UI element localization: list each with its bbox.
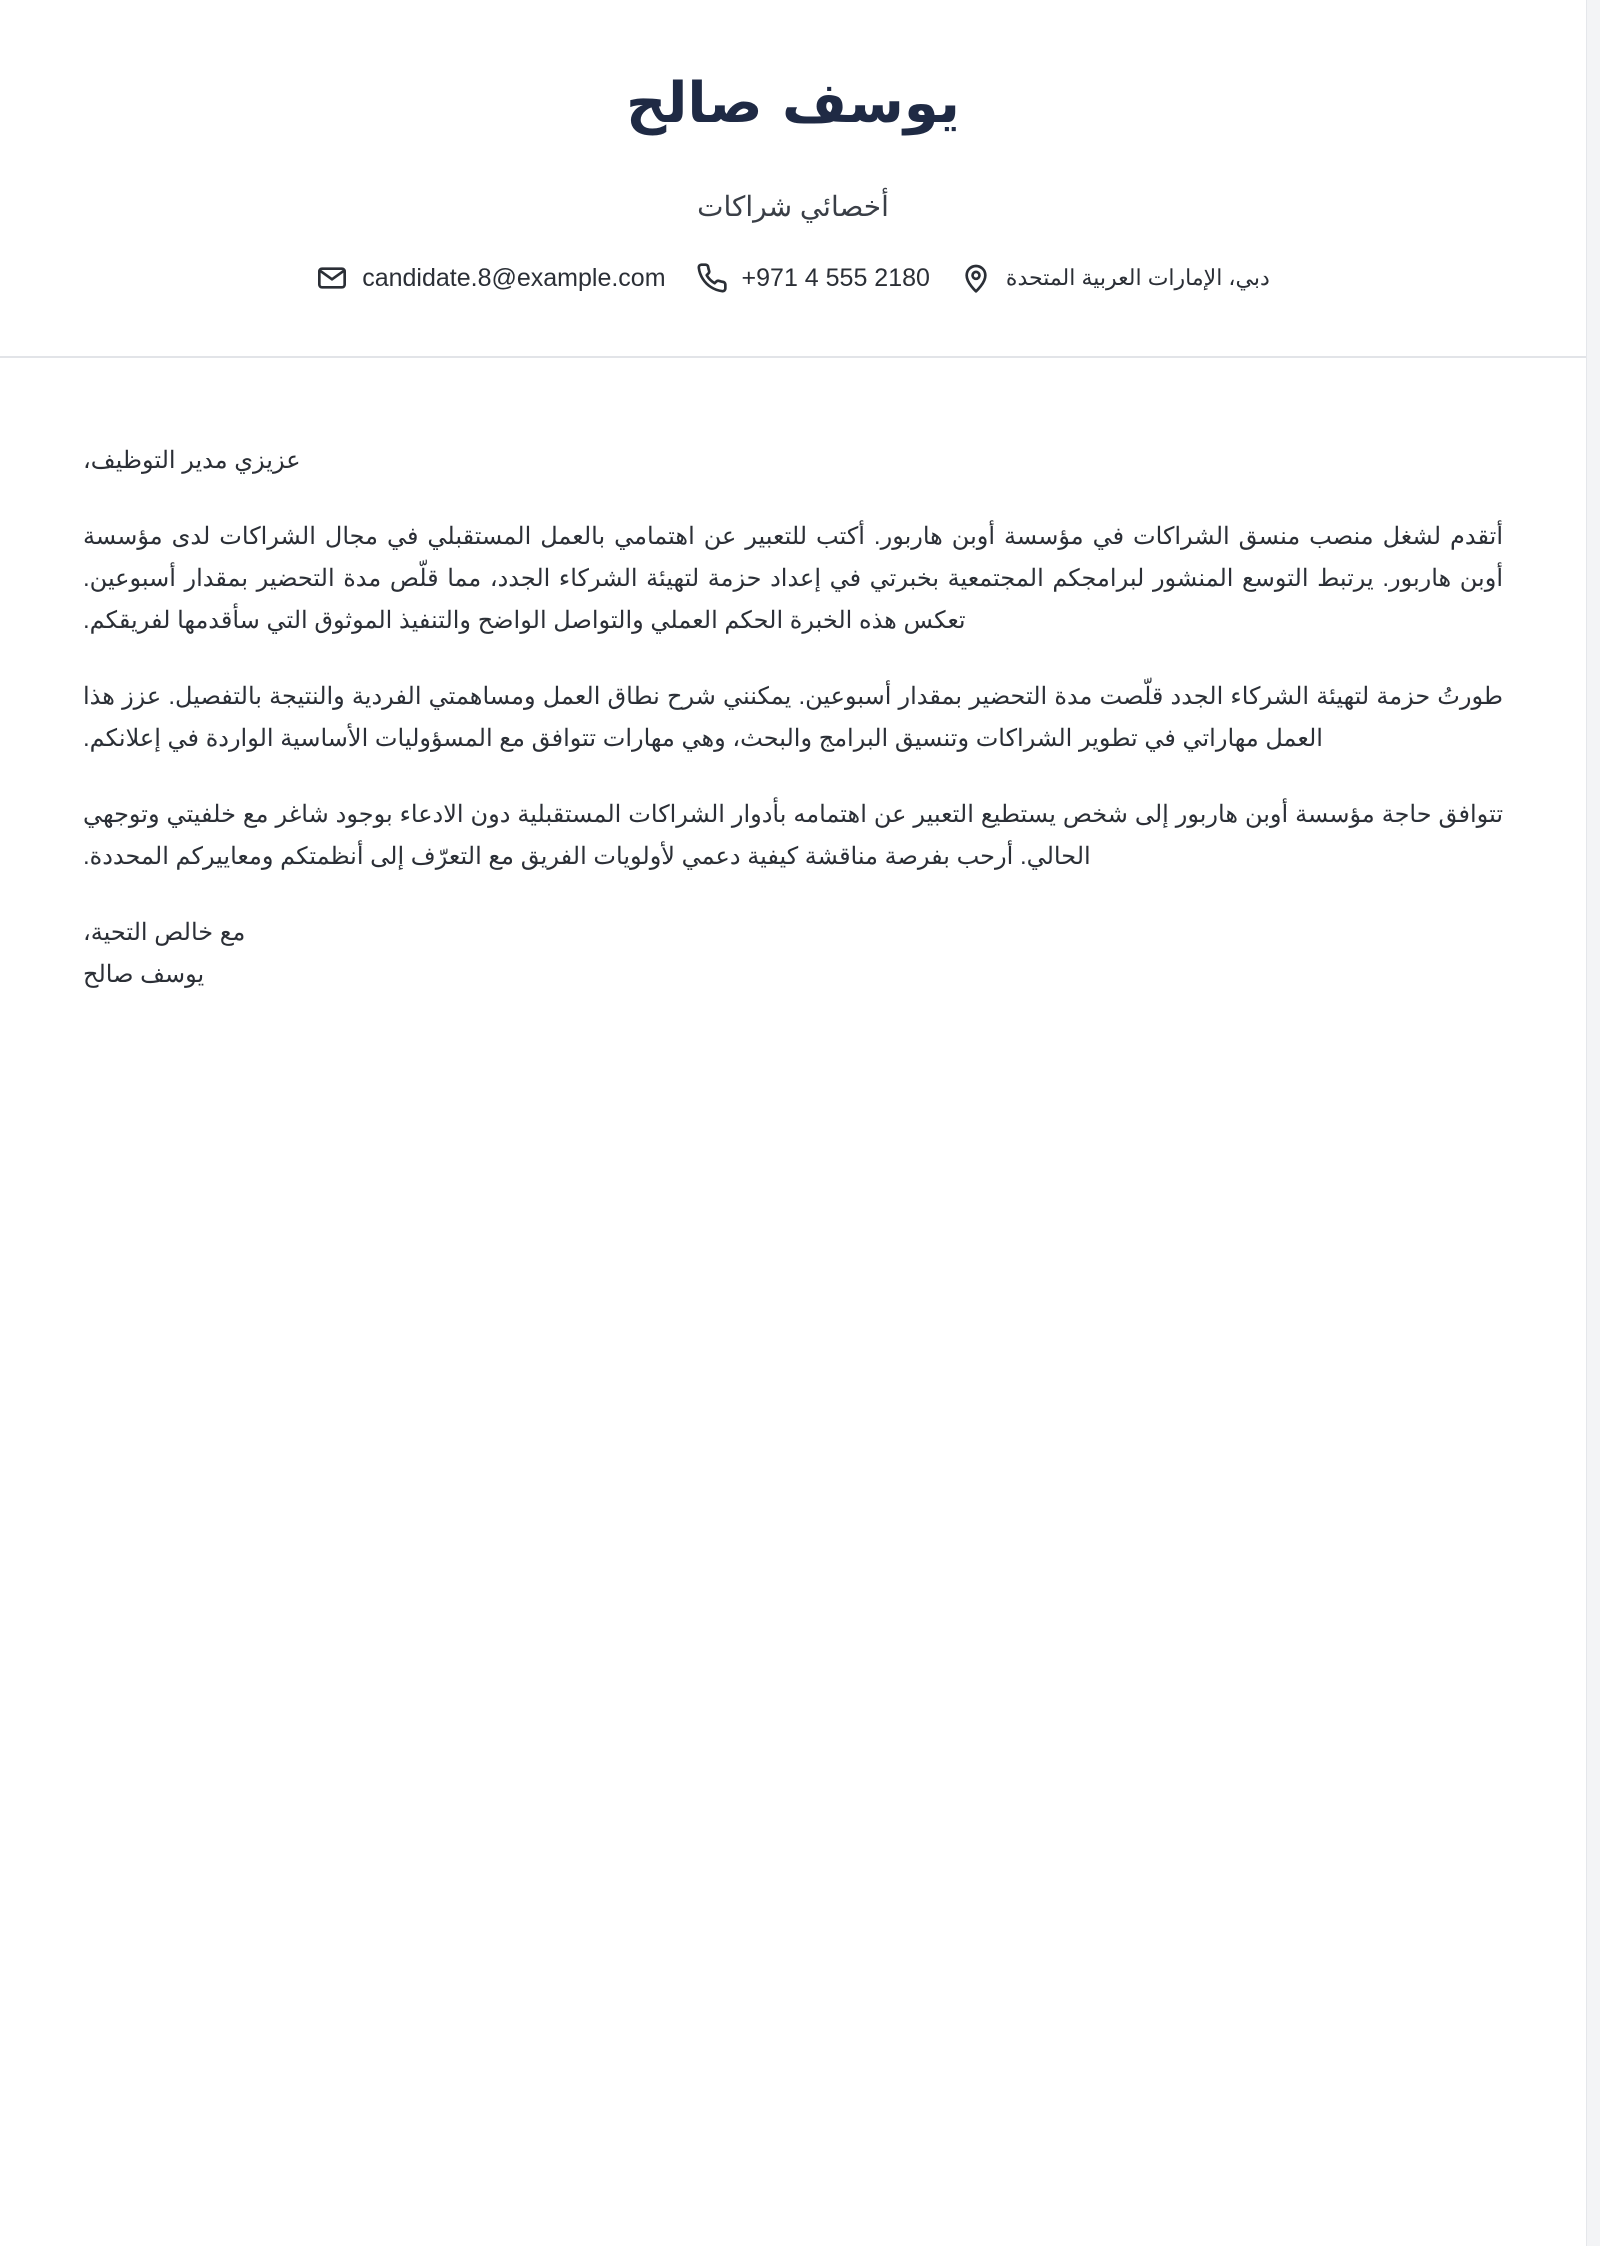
letter-paragraph: طورتُ حزمة لتهيئة الشركاء الجدد قلّصت مدة التحضير بمقدار أسبوعين. يمكنني شرح نطاق العمل ومساهمتي الفردية والنتيجة بالتفصيل. عزز هذا العمل مهاراتي في تطوير الشراكات وتنسيق البرامج والبحث، وهي مهارات تتوافق مع المسؤوليات الأساسية الواردة في إعلانكم. [83, 683, 1503, 752]
email-text: candidate.8@example.com [362, 263, 666, 292]
letter-paragraph: تتوافق حاجة مؤسسة أوبن هاربور إلى شخص يستطيع التعبير عن اهتمامه بأدوار الشراكات المستقبلية دون الادعاء بوجود شاغر مع خلفيتي وتوجهي الحالي. أرحب بفرصة مناقشة كيفية دعمي لأولويات الفريق مع التعرّف إلى أنظمتكم ومعاييركم المحددة. [83, 801, 1503, 870]
letter-header [0, 0, 1586, 358]
contact-row [0, 262, 1586, 294]
letter-greeting: ،عزيزي مدير التوظيف [83, 447, 301, 474]
location-text: دبي، الإمارات العربية المتحدة [1005, 265, 1270, 290]
letter-closing: ،مع خالص التحية [83, 919, 246, 946]
contact-email[interactable] [316, 262, 665, 294]
phone-icon [696, 262, 728, 294]
candidate-name: يوسف صالح [626, 71, 960, 136]
mail-icon [316, 262, 348, 294]
letter-paragraph: أتقدم لشغل منصب منسق الشراكات في مؤسسة أوبن هاربور. أكتب للتعبير عن اهتمامي بالعمل المستقبلي في مجال الشراكات لدى مؤسسة أوبن هاربور. يرتبط التوسع المنشور لبرامجكم المجتمعية بخبرتي في إعداد حزمة لتهيئة الشركاء الجدد، مما قلّص مدة التحضير بمقدار أسبوعين. تعكس هذه الخبرة الحكم العملي والتواصل الواضح والتنفيذ الموثوق التي سأقدمها لفريقكم. [83, 523, 1503, 634]
phone-text: +971 4 555 2180 [741, 263, 930, 292]
location-pin-icon [960, 262, 992, 294]
candidate-title: أخصائي شراكات [697, 191, 889, 222]
page-edge [1586, 0, 1600, 2246]
contact-location [960, 262, 1270, 294]
letter-signature: يوسف صالح [83, 961, 205, 988]
letter-body [83, 440, 1503, 996]
contact-phone[interactable] [696, 262, 930, 294]
